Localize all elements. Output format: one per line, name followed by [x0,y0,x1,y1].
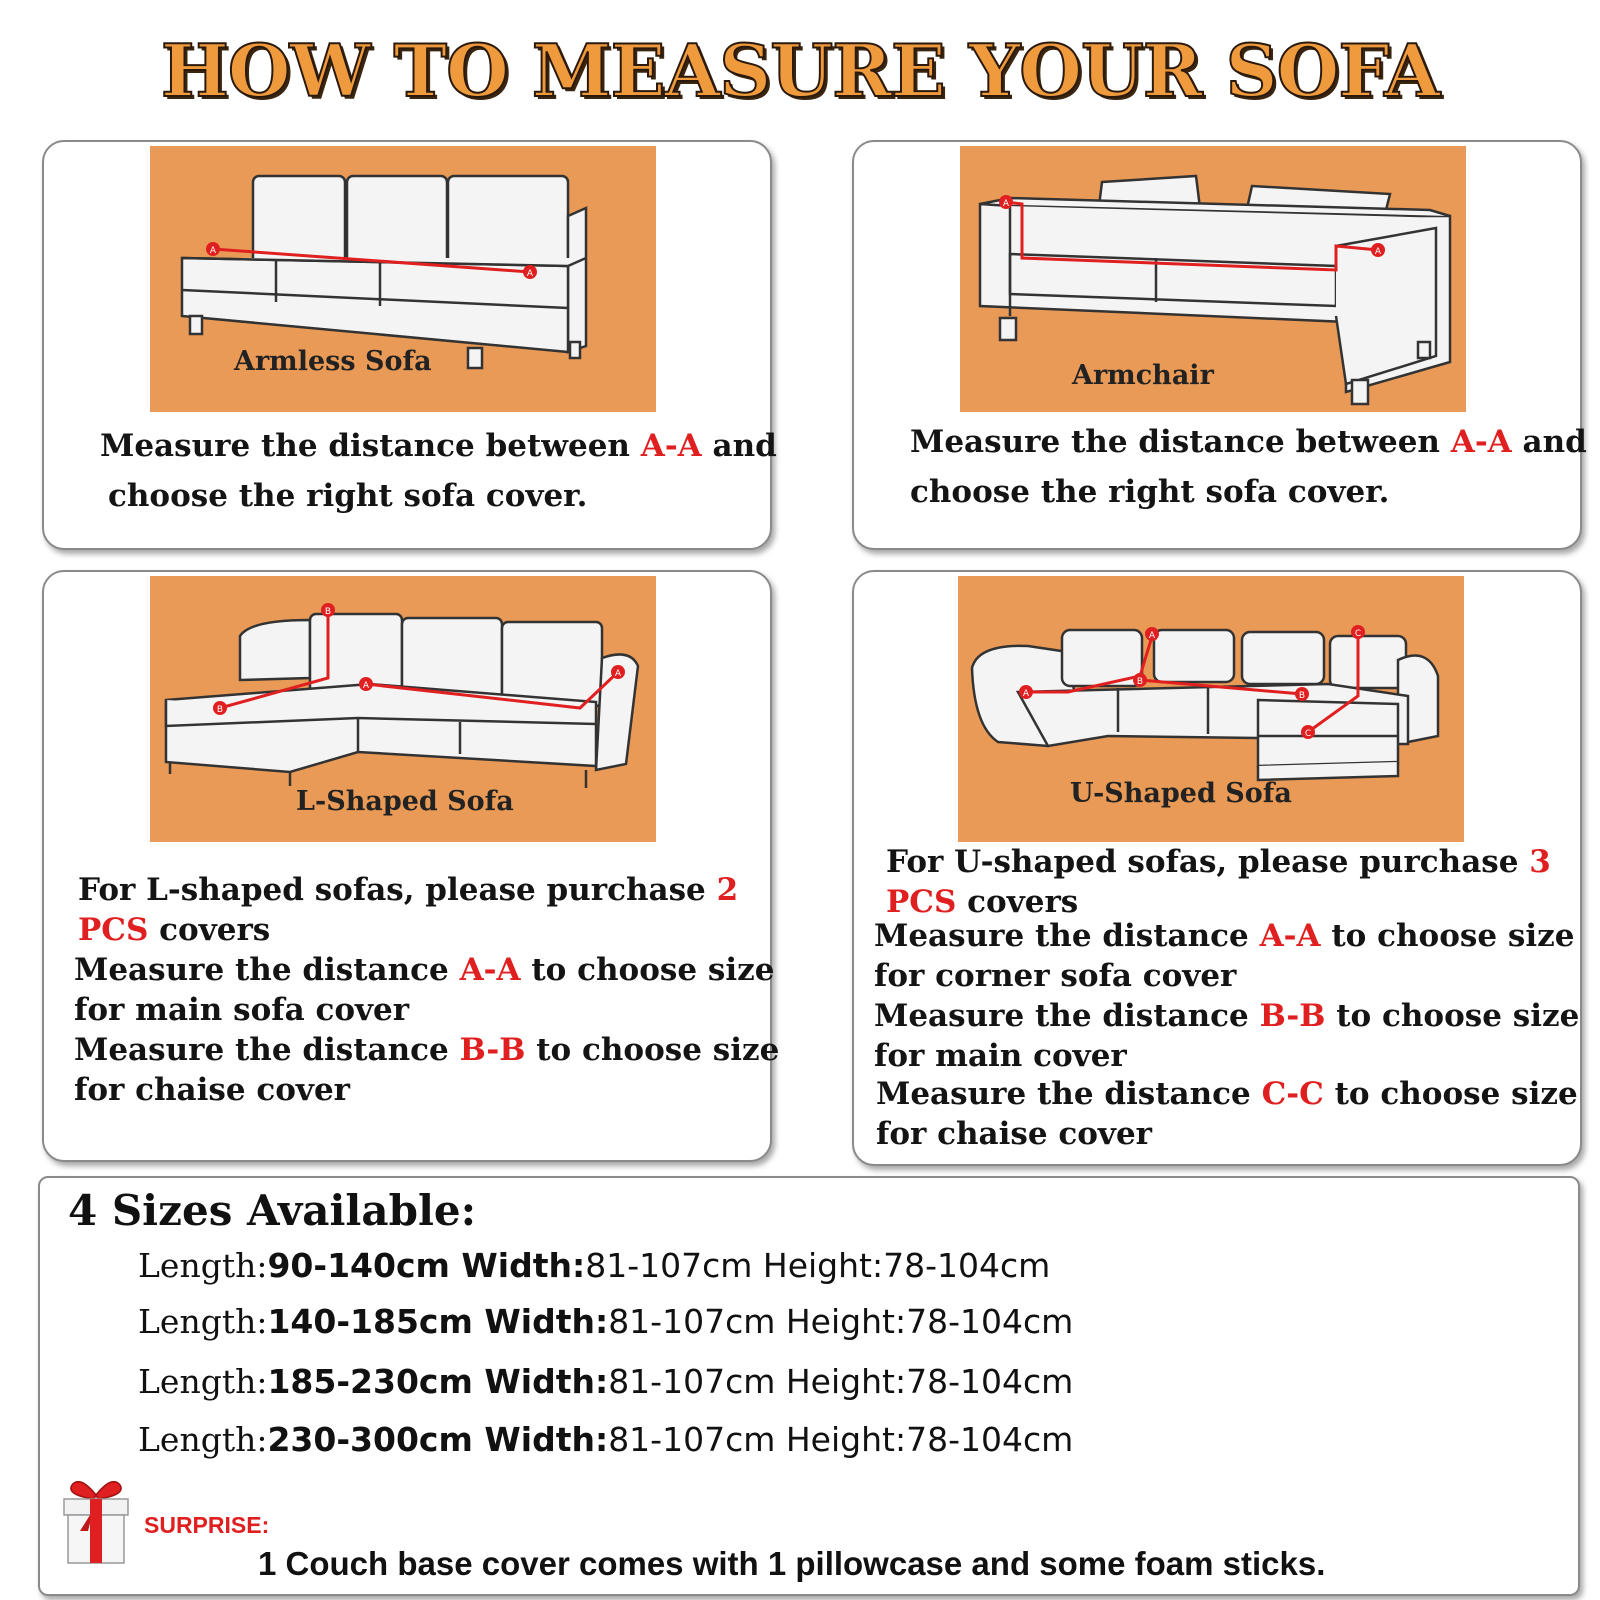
marker-c [1351,625,1365,639]
measure-label: B-B [459,1032,526,1068]
u-shaped-line5 [874,996,1579,1036]
measure-label: C-C [1261,1076,1324,1112]
desc-text: For L-shaped sofas, please purchase [78,872,717,908]
length-value: 90-140cm [267,1246,450,1285]
l-shaped-line1 [78,870,738,910]
armchair-label: Armchair [1072,360,1214,391]
marker-a [999,195,1013,209]
size-row [138,1302,1073,1341]
desc-text: to choose size [525,1032,780,1068]
desc-text: and [701,428,777,464]
sizes-title: 4 Sizes Available: [68,1186,477,1235]
marker-a [206,242,220,256]
width-value: 81-107cm [585,1246,753,1285]
quantity-value: 2 [716,872,739,908]
desc-text: Measure the distance [874,918,1260,954]
marker-b [321,603,335,617]
size-row [138,1246,1050,1285]
svg-text:B: B [216,705,224,715]
desc-text: covers [148,912,271,948]
armless-sofa-card [42,140,777,550]
desc-text: to choose size [1320,918,1575,954]
desc-text: Measure the distance [74,1032,460,1068]
armless-sofa-label: Armless Sofa [234,346,432,377]
l-shaped-line5 [74,1030,779,1070]
length-value: 185-230cm [267,1362,473,1401]
height-key: Height: [752,1246,884,1285]
desc-text: Measure the distance [876,1076,1262,1112]
length-key: Length: [138,1362,268,1401]
width-value: 81-107cm [608,1302,776,1341]
svg-text:B: B [1136,677,1144,687]
width-key: Width: [472,1362,609,1401]
marker-b [1133,673,1147,687]
marker-b [213,701,227,715]
svg-text:A: A [209,246,217,256]
desc-text: Measure the distance between [910,424,1451,460]
svg-text:C: C [1304,729,1312,739]
u-shaped-sofa-label: U-Shaped Sofa [1070,778,1292,809]
l-shaped-illustration-panel [150,576,656,842]
quantity-unit: PCS [886,884,957,920]
svg-text:A: A [1002,199,1010,209]
measure-label: A-A [459,952,521,988]
length-value: 230-300cm [267,1420,473,1459]
length-key: Length: [138,1246,268,1285]
width-key: Width: [472,1420,609,1459]
svg-text:A: A [614,669,622,679]
desc-text: For U-shaped sofas, please purchase [886,844,1530,880]
measure-label: B-B [1259,998,1326,1034]
u-shaped-line6: for main cover [874,1038,1127,1074]
measure-label: A-A [1259,918,1321,954]
marker-c [1301,725,1315,739]
marker-a [359,677,373,691]
l-shaped-line3 [74,950,774,990]
desc-text: covers [956,884,1079,920]
quantity-value: 3 [1529,844,1551,880]
svg-text:A: A [362,681,370,691]
armchair-description [910,422,1587,462]
height-value: 78-104cm [906,1362,1074,1401]
l-shaped-line6: for chaise cover [74,1072,351,1108]
u-shaped-line3 [874,916,1574,956]
size-row [138,1362,1073,1401]
width-value: 81-107cm [608,1420,776,1459]
surprise-text: 1 Couch base cover comes with 1 pillowcase and some foam sticks. [258,1545,1326,1582]
marker-a [1019,685,1033,699]
u-shaped-line4: for corner sofa cover [874,958,1237,994]
measure-label: A-A [640,428,702,464]
u-shaped-sofa-card [852,570,1582,1166]
armchair-illustration-panel [960,146,1466,412]
marker-a [1371,243,1385,257]
armless-sofa-illustration-panel [150,146,656,412]
u-shaped-line1 [886,842,1551,882]
height-value: 78-104cm [883,1246,1051,1285]
svg-text:A: A [1374,247,1382,257]
armchair-description-line2: choose the right sofa cover. [910,474,1390,510]
desc-text: Measure the distance between [100,428,641,464]
size-row [138,1420,1073,1459]
svg-text:B: B [1298,691,1306,701]
surprise-label: SURPRISE: [144,1512,270,1538]
armless-sofa-description [100,426,777,466]
quantity-unit: PCS [78,912,149,948]
u-shaped-line8: for chaise cover [876,1116,1153,1152]
l-shaped-line2 [78,910,270,950]
svg-text:C: C [1354,629,1362,639]
length-key: Length: [138,1420,268,1459]
armchair-card [852,140,1587,550]
u-shaped-line7 [876,1074,1578,1114]
marker-a [523,265,537,279]
gift-box-icon [58,1475,134,1571]
armless-sofa-description-line2: choose the right sofa cover. [108,478,588,514]
desc-text: Measure the distance [74,952,460,988]
height-value: 78-104cm [906,1420,1074,1459]
desc-text: and [1511,424,1587,460]
svg-text:A: A [526,269,534,279]
length-value: 140-185cm [267,1302,473,1341]
height-key: Height: [775,1362,907,1401]
length-key: Length: [138,1302,268,1341]
desc-text: to choose size [1323,1076,1578,1112]
width-value: 81-107cm [608,1362,776,1401]
svg-text:A: A [1148,631,1156,641]
height-key: Height: [775,1302,907,1341]
desc-text: to choose size [520,952,775,988]
height-value: 78-104cm [906,1302,1074,1341]
svg-text:A: A [1022,689,1030,699]
l-shaped-sofa-card [42,570,780,1162]
height-key: Height: [775,1420,907,1459]
page-title: HOW TO MEASURE YOUR SOFA [160,28,1440,113]
marker-a [1145,627,1159,641]
width-key: Width: [449,1246,586,1285]
l-shaped-line4: for main sofa cover [74,992,410,1028]
l-shaped-sofa-label: L-Shaped Sofa [296,786,514,817]
desc-text: to choose size [1325,998,1580,1034]
desc-text: Measure the distance [874,998,1260,1034]
u-shaped-illustration-panel [958,576,1464,842]
width-key: Width: [472,1302,609,1341]
marker-b [1295,687,1309,701]
marker-a [611,665,625,679]
svg-text:B: B [324,607,332,617]
measure-label: A-A [1450,424,1512,460]
